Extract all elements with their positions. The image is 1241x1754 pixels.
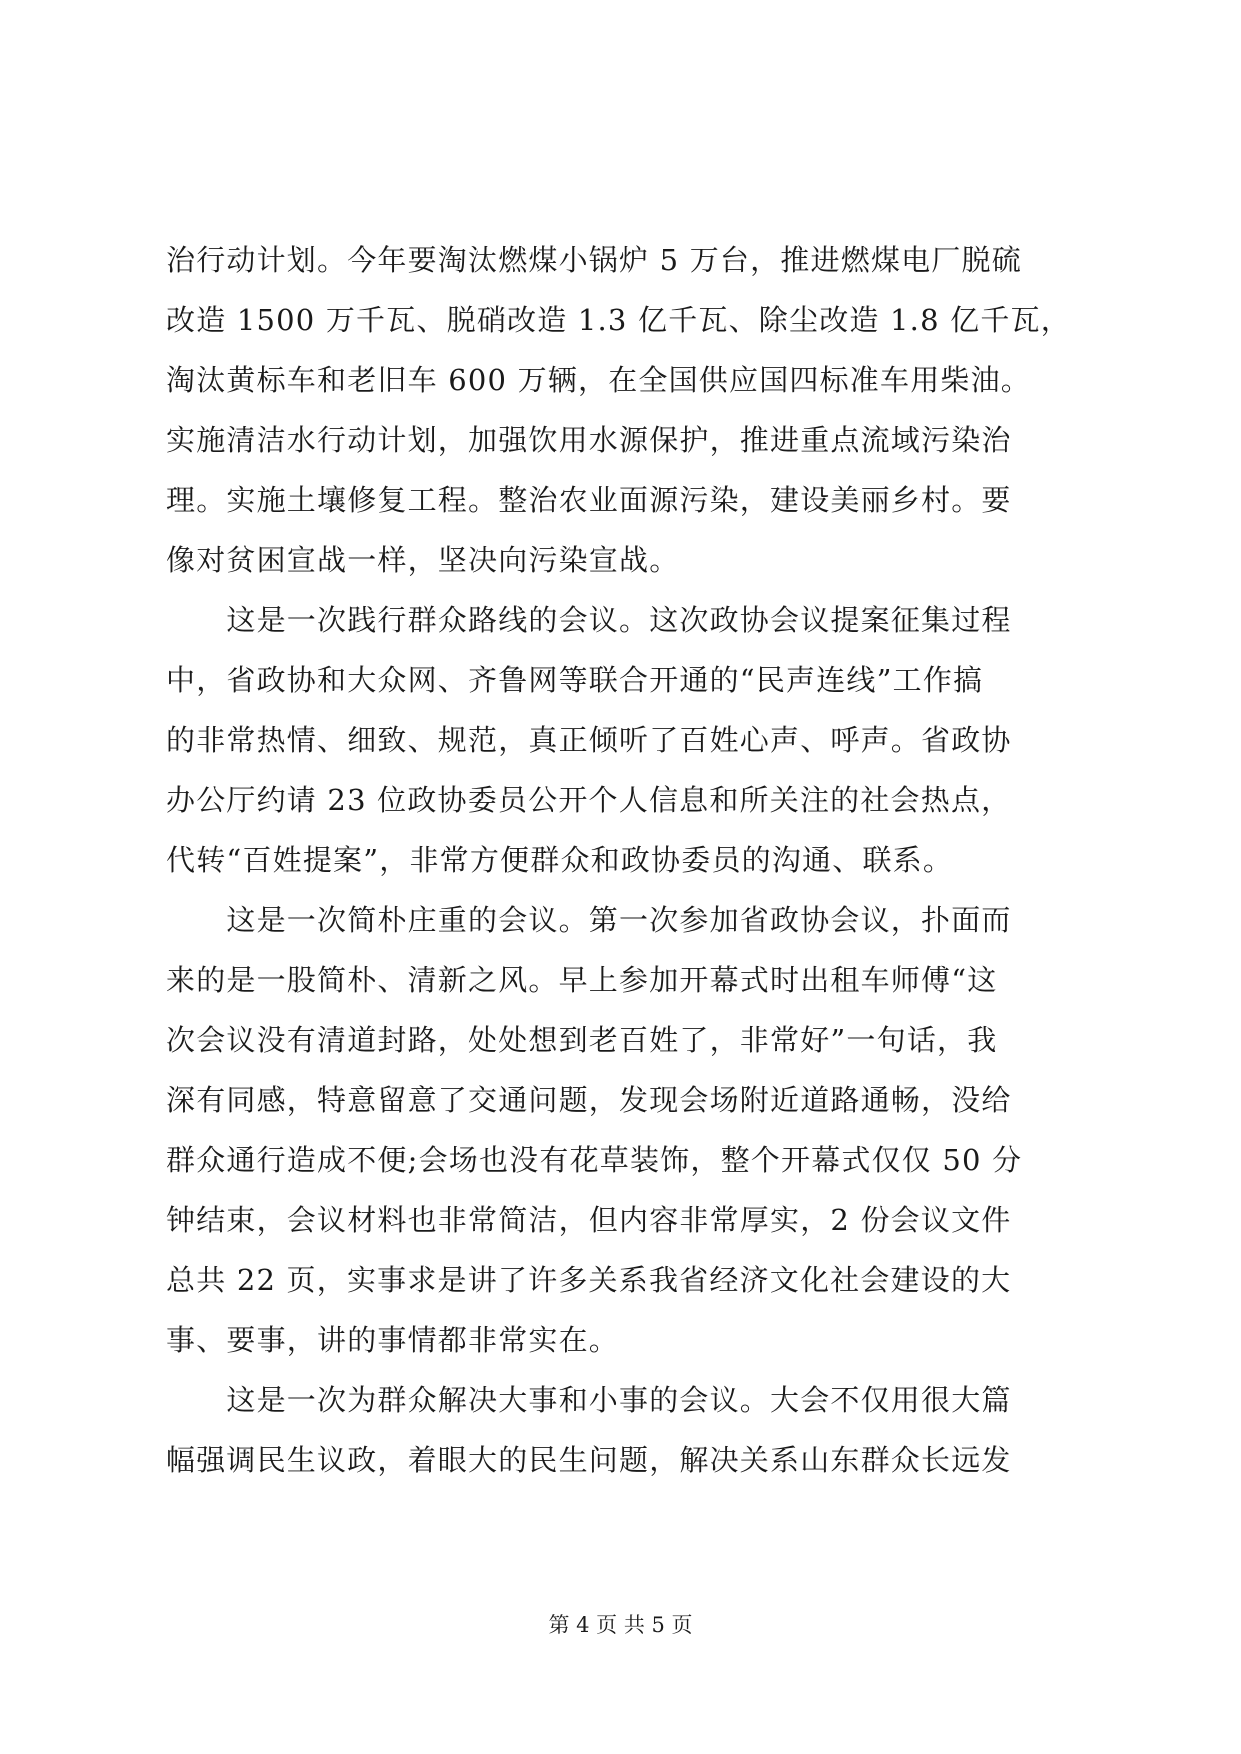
text-line: 的非常热情、细致、规范，真正倾听了百姓心声、呼声。省政协 xyxy=(166,723,1012,757)
text-line: 中，省政协和大众网、齐鲁网等联合开通的“民声连线”工作搞 xyxy=(166,663,984,697)
text-line: 治行动计划。今年要淘汰燃煤小锅炉 5 万台，推进燃煤电厂脱硫 xyxy=(166,243,1022,277)
text-line: 总共 22 页，实事求是讲了许多关系我省经济文化社会建设的大 xyxy=(166,1263,1012,1297)
text-line: 次会议没有清道封路，处处想到老百姓了，非常好”一句话，我 xyxy=(166,1023,998,1057)
text-line: 理。实施土壤修复工程。整治农业面源污染，建设美丽乡村。要 xyxy=(166,483,1012,517)
text-line: 淘汰黄标车和老旧车 600 万辆，在全国供应国四标准车用柴油。 xyxy=(166,363,1031,397)
text-line: 事、要事，讲的事情都非常实在。 xyxy=(166,1323,620,1357)
text-line: 改造 1500 万千瓦、脱硝改造 1.3 亿千瓦、除尘改造 1.8 亿千瓦， xyxy=(166,303,1071,337)
text-line: 这是一次为群众解决大事和小事的会议。大会不仅用很大篇 xyxy=(166,1383,1012,1417)
text-line: 幅强调民生议政，着眼大的民生问题，解决关系山东群众长远发 xyxy=(166,1443,1012,1477)
text-line: 代转“百姓提案”，非常方便群众和政协委员的沟通、联系。 xyxy=(166,843,954,877)
text-line: 办公厅约请 23 位政协委员公开个人信息和所关注的社会热点， xyxy=(166,783,1012,817)
body-text xyxy=(166,230,1078,1490)
text-line: 深有同感，特意留意了交通问题，发现会场附近道路通畅，没给 xyxy=(166,1083,1012,1117)
text-line: 来的是一股简朴、清新之风。早上参加开幕式时出租车师傅“这 xyxy=(166,963,998,997)
text-line: 像对贫困宣战一样，坚决向污染宣战。 xyxy=(166,543,680,577)
text-line: 这是一次简朴庄重的会议。第一次参加省政协会议，扑面而 xyxy=(166,903,1012,937)
page-indicator: 第 4 页 共 5 页 xyxy=(548,1613,693,1637)
page-footer xyxy=(0,1610,1241,1640)
text-line: 实施清洁水行动计划，加强饮用水源保护，推进重点流域污染治 xyxy=(166,423,1012,457)
text-line: 这是一次践行群众路线的会议。这次政协会议提案征集过程 xyxy=(166,603,1012,637)
text-line: 钟结束，会议材料也非常简洁，但内容非常厚实，2 份会议文件 xyxy=(166,1203,1012,1237)
text-line: 群众通行造成不便;会场也没有花草装饰，整个开幕式仅仅 50 分 xyxy=(166,1143,1023,1177)
